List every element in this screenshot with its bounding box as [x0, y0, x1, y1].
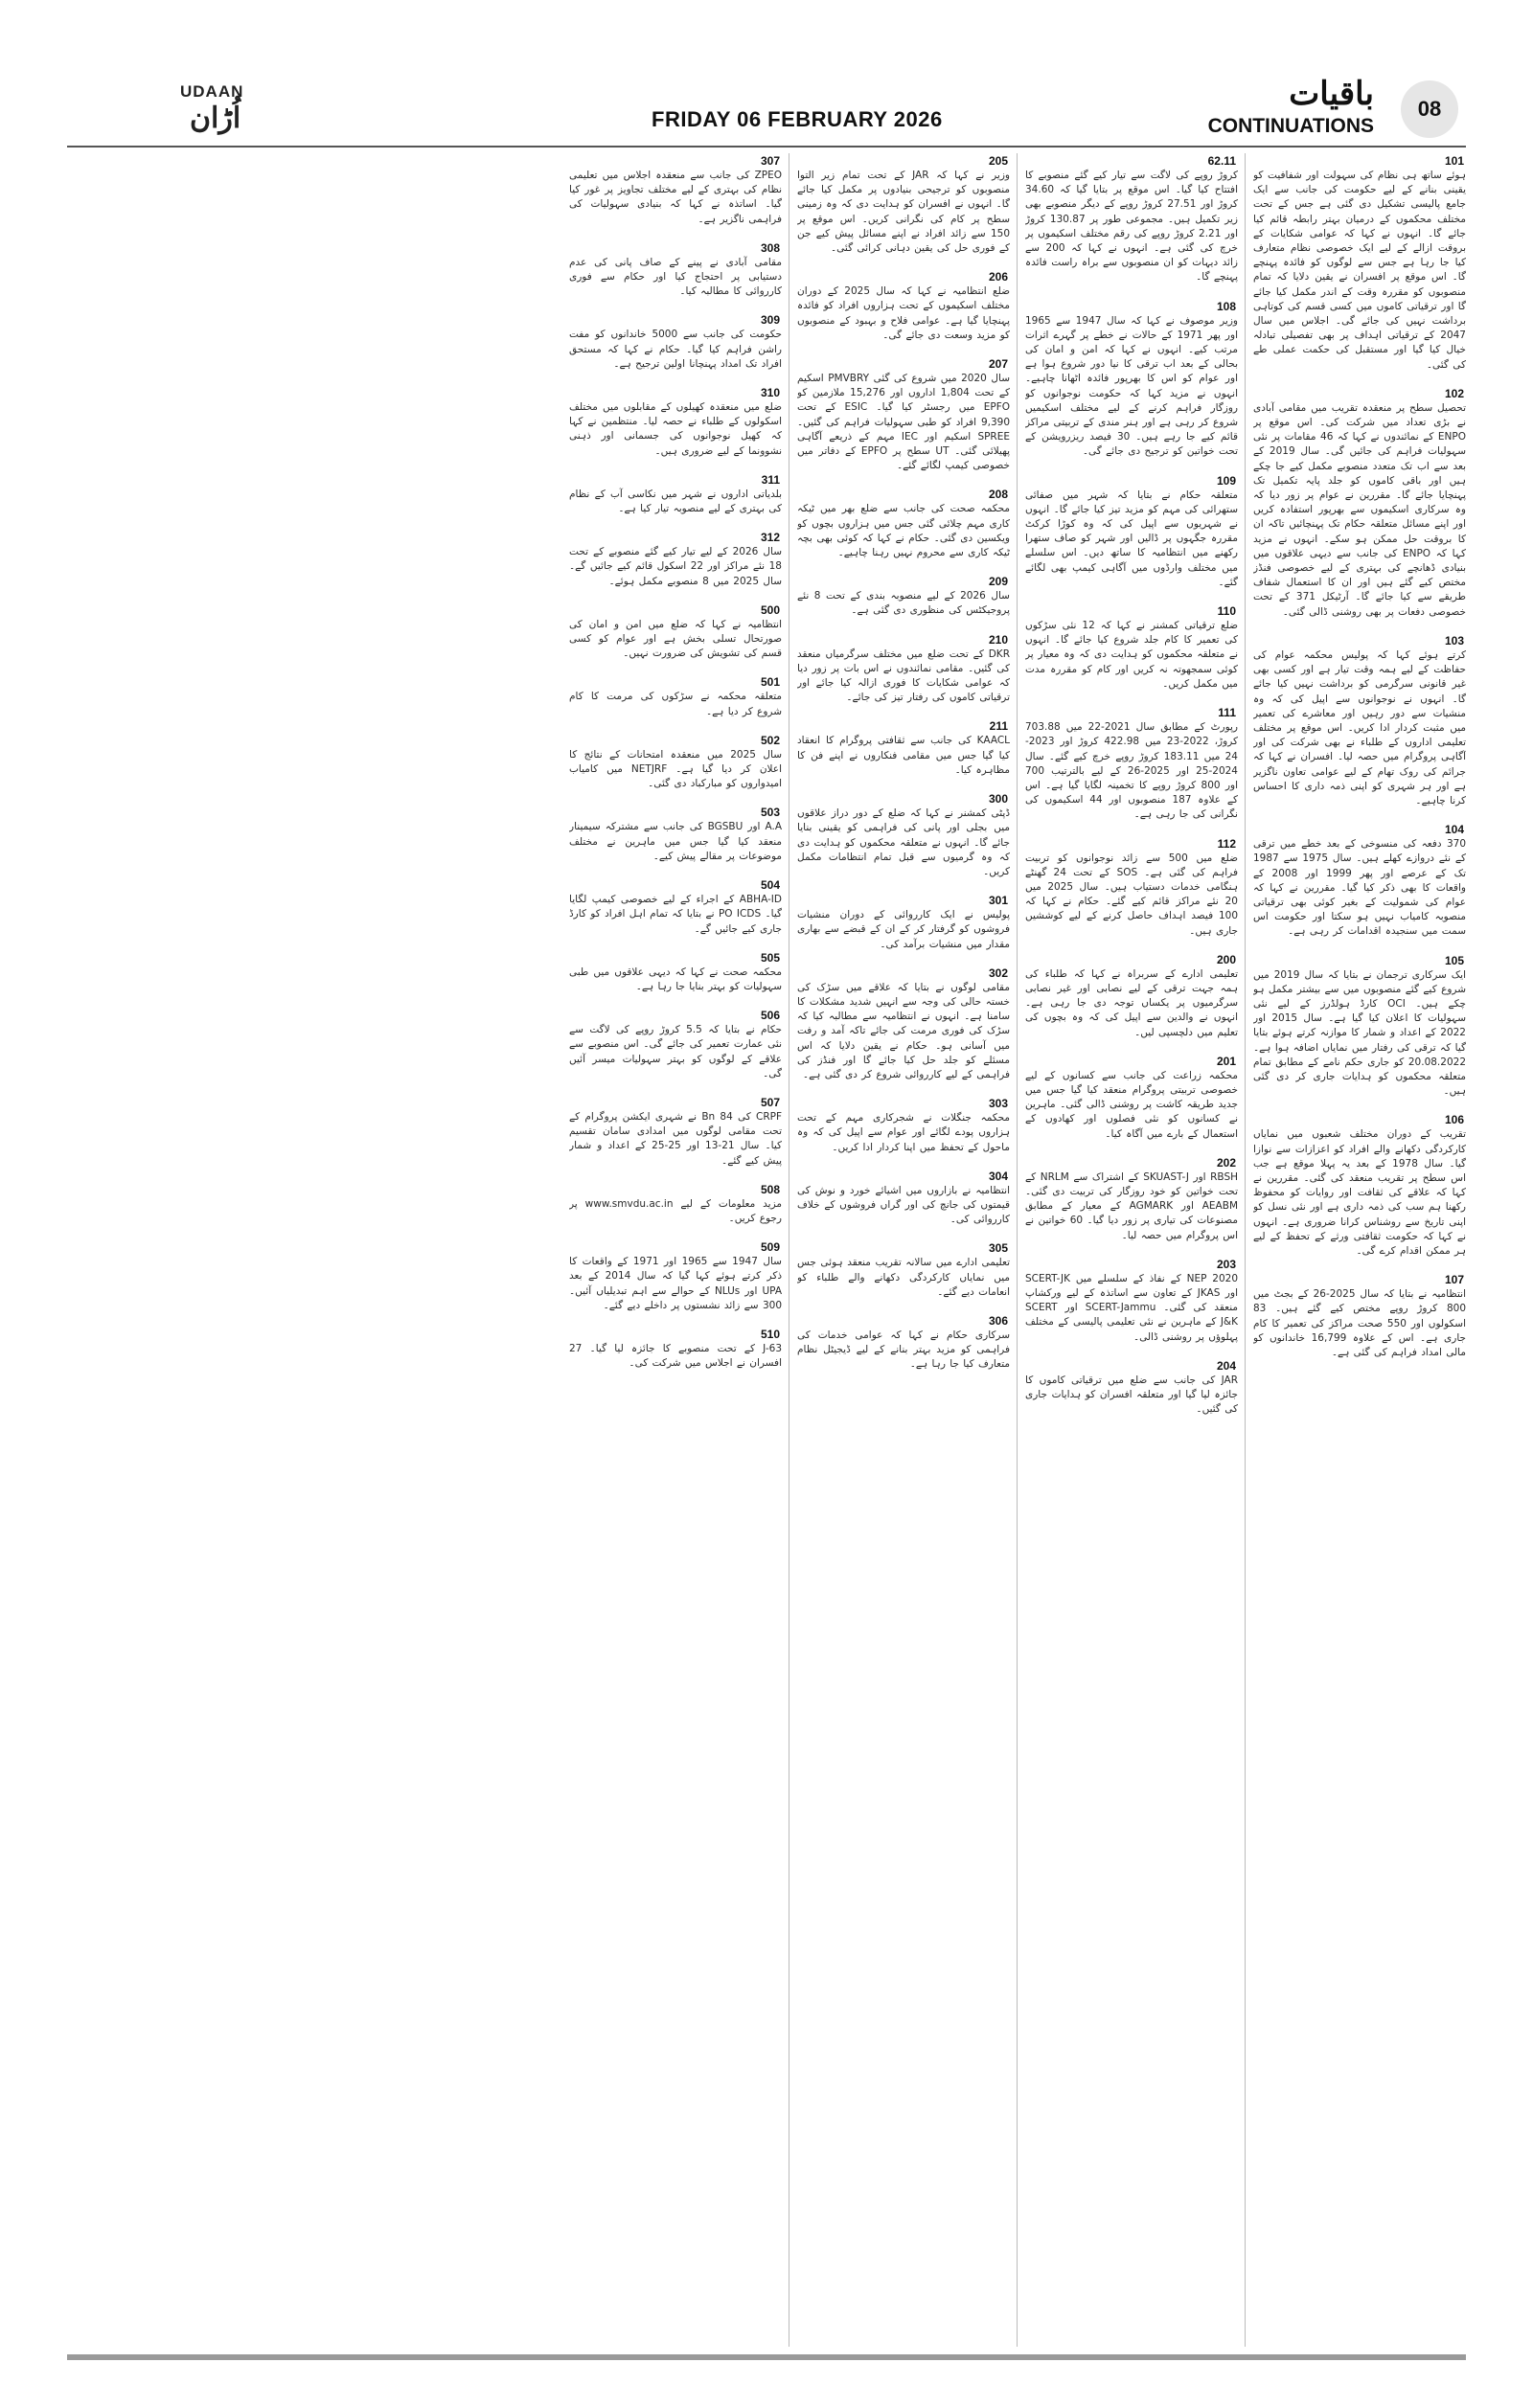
article-columns: [67, 153, 1466, 2347]
continuation-number: 105: [1444, 953, 1464, 967]
continuation-block: [1025, 836, 1238, 939]
continuation-number: 209: [988, 575, 1008, 589]
continuation-block: [1253, 386, 1466, 620]
continuation-number: 103: [1444, 633, 1464, 647]
continuation-block: [797, 574, 1010, 618]
continuation-text: مزید معلومات کے لیے www.smvdu.ac.in پر رجوع کریں۔: [569, 1197, 782, 1224]
continuation-text: 370 دفعہ کی منسوخی کے بعد خطے میں ترقی کے نئے دروازے کھلے ہیں۔ سال 1975 سے 1987 تک کے عرصے اور پھر 1999 اور 2008 کے واقعات کا بھی ذکر کیا گیا۔ مقررین نے کہا کہ عوام کی شمولیت کے بغیر کوئی بھی ترقیاتی منصوبہ کامیاب نہیں ہو سکتا اور حکومت اس سمت میں سنجیدہ اقدامات کر رہی ہے۔: [1253, 838, 1466, 938]
continuation-block: [569, 240, 782, 300]
continuation-text: ضلع میں 500 سے زائد نوجوانوں کو تربیت فراہم کی گئی ہے۔ SOS کے تحت 24 گھنٹے ہنگامی خدمات دستیاب ہیں۔ سال 2025 میں 20 نئے مراکز قائم کیے گئے۔ حکام نے کہا کہ 100 فیصد اہداف حاصل کرنے کے لیے کوششیں جاری ہیں۔: [1025, 852, 1238, 937]
continuation-number: 205: [988, 154, 1008, 168]
continuation-text: ہوئے ساتھ ہی نظام کی سہولت اور شفافیت کو یقینی بنانے کے لیے حکومت کی جانب سے ایک جامع پالیسی تشکیل دی گئی ہے جس کے تحت مختلف محکموں کے درمیان بہتر رابطہ قائم کیا جائے گا۔ انہوں نے کہا کہ عوامی شکایات کے بروقت ازالے کے لیے ایک خصوصی نظام متعارف کیا جا رہا ہے جس سے لوگوں کو فائدہ پہنچے گا۔ اس موقع پر افسران نے یقین دلایا کہ تمام منصوبوں کو مقررہ وقت کے اندر مکمل کیا جائے گا اور ترقیاتی کاموں میں کسی قسم کی کوتاہی برداشت نہیں کی جائے گی۔ اجلاس میں سال 2047 کے ترقیاتی اہداف پر بھی تفصیلی تبادلہ خیال کیا گیا اور مستقبل کی حکمت عملی طے کی گئی۔: [1253, 170, 1466, 371]
continuation-block: [569, 1239, 782, 1313]
continuation-text: مقامی آبادی نے پینے کے صاف پانی کی عدم دستیابی پر احتجاج کیا اور حکام سے فوری کارروائی کا مطالبہ کیا۔: [569, 256, 782, 298]
continuation-text: متعلقہ حکام نے بتایا کہ شہر میں صفائی ستھرائی کی مہم کو مزید تیز کیا جائے گا۔ انہوں نے شہریوں سے اپیل کی کہ وہ کوڑا کرکٹ مقررہ جگہوں پر ڈالیں اور شہر کو صاف ستھرا رکھنے میں انتظامیہ کا ساتھ دیں۔ اس سلسلے میں مختلف وارڈوں میں آگاہی کیمپ بھی لگائے گئے۔: [1025, 488, 1238, 588]
continuation-text: ABHA-ID کے اجراء کے لیے خصوصی کیمپ لگایا گیا۔ PO ICDS نے بتایا کہ تمام اہل افراد کو کارڈ جاری کیے جائیں گے۔: [569, 894, 782, 935]
continuation-number: 203: [1216, 1257, 1236, 1271]
continuation-text: پولیس نے ایک کارروائی کے دوران منشیات فروشوں کو گرفتار کر کے ان کے قبضے سے بھاری مقدار میں منشیات برآمد کی۔: [797, 909, 1010, 950]
continuation-text: ZPEO کی جانب سے منعقدہ اجلاس میں تعلیمی نظام کی بہتری کے لیے مختلف تجاویز پر غور کیا گیا۔ اساتذہ نے کہا کہ بنیادی سہولیات کی فراہمی ناگزیر ہے۔: [569, 170, 782, 225]
continuation-block: [569, 1095, 782, 1169]
continuation-block: [797, 1169, 1010, 1228]
continuation-block: [1025, 299, 1238, 460]
continuation-number: 62.11: [1207, 154, 1236, 168]
continuation-block: [569, 877, 782, 937]
continuation-block: [569, 674, 782, 718]
continuation-text: سال 2026 کے لیے تیار کیے گئے منصوبے کے تحت 18 نئے مراکز اور 22 اسکول قائم کیے جائیں گے۔ سال 2025 میں 8 منصوبے مکمل ہوئے۔: [569, 546, 782, 587]
continuation-text: ضلع انتظامیہ نے کہا کہ سال 2025 کے دوران مختلف اسکیموں کے تحت ہزاروں افراد کو فائدہ پہنچایا گیا ہے۔ عوامی فلاح و بہبود کے منصوبوں کو مزید وسعت دی جائے گی۔: [797, 285, 1010, 341]
continuation-block: [797, 487, 1010, 560]
continuation-number: 204: [1216, 1358, 1236, 1373]
brand-logo: [134, 67, 249, 144]
footer-rule: [67, 2354, 1466, 2360]
continuation-block: [797, 1313, 1010, 1373]
continuation-text: انتظامیہ نے کہا کہ ضلع میں امن و امان کی صورتحال تسلی بخش ہے اور عوام کو کسی قسم کی تشویش کی ضرورت نہیں۔: [569, 618, 782, 660]
brand-name-urdu: اُڑان: [190, 102, 241, 135]
continuation-number: 201: [1216, 1054, 1236, 1068]
continuation-text: CRPF کی 84 Bn نے شہری ایکشن پروگرام کے تحت مقامی لوگوں میں امدادی سامان تقسیم کیا۔ سال 21-13 اور 25-25 کے اعداد و شمار پیش کیے گئے۔: [569, 1110, 782, 1167]
continuation-number: 101: [1444, 154, 1464, 168]
column-2: [1025, 153, 1238, 2347]
column-1: [1253, 153, 1466, 2347]
continuation-number: 310: [760, 386, 780, 400]
issue-date: FRIDAY 06 FEBRUARY 2026: [652, 107, 943, 131]
section-title-urdu: باقیات: [1289, 75, 1374, 113]
continuation-number: 106: [1444, 1113, 1464, 1127]
continuation-block: [1025, 705, 1238, 822]
continuation-block: [797, 356, 1010, 473]
continuation-text: سال 2026 کے لیے منصوبہ بندی کے تحت 8 نئے پروجیکٹس کی منظوری دی گئی ہے۔: [797, 590, 1010, 617]
continuation-number: 210: [988, 632, 1008, 647]
continuation-text: سال 2020 میں شروع کی گئی PMVBRY اسکیم کے تحت 1,804 اداروں اور 15,276 ملازمین کو EPFO میں رجسٹر کیا گیا۔ ESIC کے تحت 9,390 افراد کو طبی سہولیات فراہم کی گئیں۔ SPREE اسکیم اور IEC مہم کے ذریعے آگاہی پھیلائی گئی۔ UT سطح پر EPFO کے دفاتر میں خصوصی کیمپ لگائے گئے۔: [797, 373, 1010, 472]
continuation-text: مقامی لوگوں نے بتایا کہ علاقے میں سڑک کی خستہ حالی کی وجہ سے انہیں شدید مشکلات کا سامنا ہے۔ انہوں نے انتظامیہ سے مطالبہ کیا کہ سڑک کی فوری مرمت کی جائے تاکہ آمد و رفت میں آسانی ہو۔ حکام نے یقین دلایا کہ اس مسئلے کو جلد حل کیا جائے گا اور فنڈز کی فراہمی کے لیے کارروائی شروع کر دی گئی ہے۔: [797, 981, 1010, 1080]
continuation-block: [1025, 1257, 1238, 1345]
continuation-number: 307: [760, 154, 780, 168]
continuation-block: [1025, 603, 1238, 692]
continuation-text: رپورٹ کے مطابق سال 2021-22 میں 703.88 کروڑ، 2022-23 میں 422.98 کروڑ اور 2023-24 میں 183.11 کروڑ روپے خرچ کیے گئے۔ سال 2024-25 اور 2025-26 کے لیے بالترتیب 700 اور 800 کروڑ روپے کا تخمینہ لگایا گیا ہے۔ اس کے علاوہ 187 منصوبوں اور 44 اسکیموں کی نگرانی کی جا رہی ہے۔: [1025, 721, 1238, 821]
continuation-block: [797, 893, 1010, 952]
continuation-block: [569, 950, 782, 994]
continuation-text: JAR کی جانب سے ضلع میں ترقیاتی کاموں کا جائزہ لیا گیا اور متعلقہ افسران کو ہدایات جاری کی گئیں۔: [1025, 1374, 1238, 1416]
continuation-text: J-63 کے تحت منصوبے کا جائزہ لیا گیا۔ 27 افسران نے اجلاس میں شرکت کی۔: [569, 1342, 782, 1370]
continuation-number: 502: [760, 733, 780, 747]
continuation-text: انتظامیہ نے بتایا کہ سال 2025-26 کے بجٹ میں 800 کروڑ روپے مختص کیے گئے ہیں۔ 83 اسکولوں اور 550 صحت مراکز کی تعمیر کا کام جاری ہے۔ اس کے علاوہ 16,799 خاندانوں کو مالی امداد فراہم کی گئی ہے۔: [1253, 1288, 1466, 1359]
continuation-number: 107: [1444, 1273, 1464, 1287]
continuation-number: 110: [1217, 604, 1236, 619]
continuation-text: ڈپٹی کمشنر نے کہا کہ ضلع کے دور دراز علاقوں میں بجلی اور پانی کی فراہمی کو یقینی بنایا جائے گا۔ انہوں نے متعلقہ محکموں کو ہدایت دی کہ وہ گرمیوں سے قبل تمام انتظامات مکمل کریں۔: [797, 807, 1010, 877]
column-3: [797, 153, 1010, 2347]
continuation-block: [797, 153, 1010, 256]
continuation-text: محکمہ جنگلات نے شجرکاری مہم کے تحت ہزاروں پودے لگائے اور عوام سے اپیل کی کہ وہ ماحول کے تحفظ میں اپنا کردار ادا کریں۔: [797, 1112, 1010, 1153]
continuation-block: [1253, 822, 1466, 939]
continuation-number: 510: [760, 1327, 780, 1341]
continuation-block: [797, 1240, 1010, 1300]
continuation-block: [797, 718, 1010, 778]
continuation-block: [1025, 1054, 1238, 1142]
continuation-text: متعلقہ محکمہ نے سڑکوں کی مرمت کا کام شروع کر دیا ہے۔: [569, 691, 782, 717]
continuation-number: 304: [988, 1169, 1008, 1183]
continuation-block: [569, 385, 782, 459]
continuation-text: NEP 2020 کے نفاذ کے سلسلے میں SCERT-JK اور JKAS کے تعاون سے اساتذہ کے لیے ورکشاپ منعقد کی گئی۔ SCERT-Jammu اور SCERT J&K کے ماہرین نے نئی تعلیمی پالیسی کے مختلف پہلوؤں پر روشنی ڈالی۔: [1025, 1272, 1238, 1343]
column-4: [569, 153, 782, 2347]
continuation-number: 306: [988, 1313, 1008, 1328]
column-divider: [1245, 153, 1246, 2347]
continuation-number: 111: [1218, 706, 1236, 720]
continuation-text: سال 1947 سے 1965 اور 1971 کے واقعات کا ذکر کرتے ہوئے کہا گیا کہ سال 2014 کے بعد UPA اور NLUs کے حوالے سے اہم تبدیلیاں آئیں۔ 300 سے زائد نشستوں پر داخلے دیے گئے۔: [569, 1256, 782, 1311]
continuation-text: تقریب کے دوران مختلف شعبوں میں نمایاں کارکردگی دکھانے والے افراد کو اعزازات سے نوازا گیا۔ سال 1978 کے بعد یہ پہلا موقع ہے جب اس سطح پر تقریب منعقد کی گئی۔ مقررین نے کہا کہ علاقے کی ثقافت اور روایات کو محفوظ رکھنا ہم سب کی ذمہ داری ہے اور نئی نسل کو اپنی تاریخ سے روشناس کرانا ضروری ہے۔ انہوں نے کہا کہ حکومت ثقافتی ورثے کے تحفظ کے لیے ہر ممکن اقدام کرے گی۔: [1253, 1128, 1466, 1257]
continuation-number: 211: [989, 719, 1008, 734]
continuation-text: حکام نے بتایا کہ 5.5 کروڑ روپے کی لاگت سے نئی عمارت تعمیر کی جائے گی۔ اس منصوبے سے علاقے کے لوگوں کو بہتر سہولیات میسر آئیں گی۔: [569, 1024, 782, 1079]
continuation-block: [569, 733, 782, 792]
continuation-block: [569, 1182, 782, 1226]
continuation-number: 507: [760, 1095, 780, 1109]
continuation-number: 312: [760, 531, 780, 545]
continuation-number: 200: [1216, 952, 1236, 966]
continuation-text: کروڑ روپے کی لاگت سے تیار کیے گئے منصوبے کا افتتاح کیا گیا۔ اس موقع پر بتایا گیا کہ 34.60 کروڑ اور 27.51 کروڑ روپے کے دیگر منصوبے بھی زیر تکمیل ہیں۔ مجموعی طور پر 130.87 کروڑ اور 2.21 کروڑ روپے کی رقم مختلف اسکیموں پر خرچ کی گئی ہے۔ انہوں نے کہا کہ 200 سے زائد دیہات کو ان منصوبوں سے براہ راست فائدہ پہنچے گا۔: [1025, 170, 1238, 284]
continuation-block: [1025, 1155, 1238, 1243]
continuation-block: [797, 1096, 1010, 1155]
continuation-block: [797, 269, 1010, 343]
continuation-number: 302: [988, 965, 1008, 980]
continuation-number: 308: [760, 240, 780, 255]
continuation-text: بلدیاتی اداروں نے شہر میں نکاسی آب کے نظام کی بہتری کے لیے منصوبہ تیار کیا ہے۔: [569, 488, 782, 515]
section-title: CONTINUATIONS: [1207, 115, 1374, 137]
continuation-block: [569, 1327, 782, 1371]
continuation-text: ضلع ترقیاتی کمشنر نے کہا کہ 12 نئی سڑکوں کی تعمیر کا کام جلد شروع کیا جائے گا۔ انہوں نے متعلقہ محکموں کو ہدایت دی کہ وہ معیار پر کوئی سمجھوتہ نہ کریں اور کام کو مقررہ مدت میں مکمل کریں۔: [1025, 620, 1238, 690]
continuation-number: 301: [988, 894, 1008, 908]
continuation-number: 112: [1217, 836, 1236, 851]
continuation-block: [1253, 153, 1466, 373]
continuation-block: [1253, 1272, 1466, 1360]
continuation-block: [1025, 1358, 1238, 1418]
continuation-block: [569, 602, 782, 662]
continuation-block: [797, 965, 1010, 1082]
continuation-block: [1025, 153, 1238, 285]
continuation-number: 505: [760, 950, 780, 965]
continuation-block: [569, 1008, 782, 1081]
continuation-block: [1253, 1112, 1466, 1259]
continuation-text: تحصیل سطح پر منعقدہ تقریب میں مقامی آبادی نے بڑی تعداد میں شرکت کی۔ اس موقع پر ENPO کے نمائندوں نے کہا کہ 46 مقامات پر نئی سہولیات فراہم کی جائیں گی۔ سال 2019 کے بعد سے اب تک متعدد منصوبے مکمل کیے جا چکے ہیں اور باقی کاموں کو جلد پایہ تکمیل تک پہنچایا جائے گا۔ مقررین نے عوام پر زور دیا کہ وہ سرکاری اسکیموں سے بھرپور استفادہ کریں اور اپنے مسائل متعلقہ حکام تک پہنچائیں تاکہ ان کا بروقت حل ممکن ہو سکے۔ انہوں نے مزید کہا کہ ENPO کی جانب سے دیہی علاقوں میں بنیادی ڈھانچے کی بہتری کے لیے خصوصی فنڈز مختص کیے گئے ہیں اور ان کا استعمال شفاف طریقے سے کیا جائے گا۔ آرٹیکل 371 کے تحت خصوصی دفعات پر بھی روشنی ڈالی گئی۔: [1253, 401, 1466, 618]
continuation-number: 202: [1216, 1155, 1236, 1170]
continuation-text: محکمہ صحت نے کہا کہ دیہی علاقوں میں طبی سہولیات کو بہتر بنایا جا رہا ہے۔: [569, 965, 782, 992]
continuation-number: 208: [988, 488, 1008, 502]
continuation-block: [569, 153, 782, 227]
continuation-text: حکومت کی جانب سے 5000 خاندانوں کو مفت راشن فراہم کیا گیا۔ حکام نے کہا کہ مستحق افراد تک امداد پہنچانا اولین ترجیح ہے۔: [569, 329, 782, 370]
continuation-number: 109: [1216, 473, 1236, 488]
continuation-block: [797, 791, 1010, 879]
continuation-text: ضلع میں منعقدہ کھیلوں کے مقابلوں میں مختلف اسکولوں کے طلباء نے حصہ لیا۔ منتظمین نے کہا کہ کھیل نوجوانوں کی جسمانی اور ذہنی نشوونما کے لیے ضروری ہیں۔: [569, 401, 782, 457]
continuation-number: 300: [988, 792, 1008, 806]
section-header: [1178, 67, 1466, 144]
continuation-block: [1253, 953, 1466, 1100]
continuation-number: 303: [988, 1097, 1008, 1111]
continuation-number: 309: [760, 313, 780, 328]
continuation-block: [569, 312, 782, 372]
continuation-number: 108: [1216, 299, 1236, 313]
continuation-number: 104: [1444, 823, 1464, 837]
continuation-number: 305: [988, 1241, 1008, 1256]
continuation-text: RBSH اور SKUAST-J کے اشتراک سے NRLM کے تحت خواتین کو خود روزگار کی تربیت دی گئی۔ AEABM اور AGMARK کے معیار کے مطابق مصنوعات کی تیاری پر زور دیا گیا۔ 60 خواتین نے اس پروگرام میں حصہ لیا۔: [1025, 1170, 1238, 1241]
continuation-text: A.A اور BGSBU کی جانب سے مشترکہ سیمینار منعقد کیا گیا جس میں ماہرین نے مختلف موضوعات پر مقالے پیش کیے۔: [569, 821, 782, 862]
page-number: 08: [1401, 80, 1458, 138]
continuation-number: 206: [988, 270, 1008, 284]
continuation-block: [569, 472, 782, 516]
column-divider: [1017, 153, 1018, 2347]
continuation-text: تعلیمی ادارے کے سربراہ نے کہا کہ طلباء کی ہمہ جہت ترقی کے لیے نصابی اور غیر نصابی سرگرمیوں پر یکساں توجہ دی جا رہی ہے۔ انہوں نے والدین سے اپیل کی کہ وہ بچوں کی تعلیم میں دلچسپی لیں۔: [1025, 967, 1238, 1038]
continuation-number: 500: [760, 602, 780, 617]
continuation-number: 207: [988, 357, 1008, 372]
continuation-text: انتظامیہ نے بازاروں میں اشیائے خورد و نوش کی قیمتوں کی جانچ کی اور گراں فروشوں کے خلاف کارروائی کی۔: [797, 1184, 1010, 1226]
continuation-number: 506: [760, 1009, 780, 1023]
continuation-text: ایک سرکاری ترجمان نے بتایا کہ سال 2019 میں شروع کیے گئے منصوبوں میں سے بیشتر مکمل ہو چکے ہیں۔ OCI کارڈ ہولڈرز کے لیے نئی سہولیات کا اعلان کیا گیا ہے۔ سال 2015 اور 2022 کے اعداد و شمار کا موازنہ کرتے ہوئے بتایا گیا کہ ترقی کی رفتار میں نمایاں اضافہ ہوا ہے۔ 20.08.2022 کو جاری حکم نامے کے مطابق تمام متعلقہ محکموں کو ہدایات جاری کر دی گئی ہیں۔: [1253, 968, 1466, 1098]
continuation-number: 311: [761, 472, 780, 487]
brand-name: UDAAN: [180, 82, 244, 101]
continuation-number: 509: [760, 1240, 780, 1255]
continuation-number: 503: [760, 806, 780, 820]
continuation-number: 501: [760, 675, 780, 690]
continuation-text: سرکاری حکام نے کہا کہ عوامی خدمات کی فراہمی کو مزید بہتر بنانے کے لیے ڈیجیٹل نظام متعارف کیا جا رہا ہے۔: [797, 1329, 1010, 1371]
continuation-text: وزیر موصوف نے کہا کہ سال 1947 سے 1965 اور پھر 1971 کے حالات نے خطے پر گہرے اثرات مرتب کیے۔ انہوں نے کہا کہ امن و امان کی بحالی کے بعد اب ترقی کا نیا دور شروع ہوا ہے اور عوام کو اس کا بھرپور فائدہ اٹھانا چاہیے۔ انہوں نے مزید کہا کہ حکومت نوجوانوں کو روزگار فراہم کرنے کے لیے مختلف اسکیمیں شروع کر رہی ہے اور ہنر مندی کے تربیتی مراکز قائم کیے جا رہے ہیں۔ 30 فیصد ریزرویشن کے تحت خواتین کو ترجیح دی جائے گی۔: [1025, 314, 1238, 458]
continuation-number: 504: [760, 878, 780, 893]
continuation-text: KAACL کی جانب سے ثقافتی پروگرام کا انعقاد کیا گیا جس میں مقامی فنکاروں نے اپنے فن کا مظاہرہ کیا۔: [797, 735, 1010, 776]
masthead: [67, 67, 1466, 144]
continuation-text: محکمہ زراعت کی جانب سے کسانوں کے لیے خصوصی تربیتی پروگرام منعقد کیا گیا جس میں جدید طریقہ کاشت پر روشنی ڈالی گئی۔ ماہرین نے کسانوں کو نئی فصلوں اور کھادوں کے استعمال کے بارے میں آگاہ کیا۔: [1025, 1069, 1238, 1140]
continuation-text: محکمہ صحت کی جانب سے ضلع بھر میں ٹیکہ کاری مہم چلائی گئی جس میں ہزاروں بچوں کو ویکسین دی گئی۔ حکام نے کہا کہ کوئی بھی بچہ ٹیکہ کاری سے محروم نہیں رہنا چاہیے۔: [797, 503, 1010, 559]
continuation-block: [569, 530, 782, 589]
continuation-text: تعلیمی ادارے میں سالانہ تقریب منعقد ہوئی جس میں نمایاں کارکردگی دکھانے والے طلباء کو انعامات دیے گئے۔: [797, 1257, 1010, 1298]
continuation-number: 102: [1444, 386, 1464, 400]
continuation-block: [1025, 473, 1238, 590]
continuation-text: وزیر نے کہا کہ JAR کے تحت تمام زیر التوا منصوبوں کو ترجیحی بنیادوں پر مکمل کیا جائے گا۔ انہوں نے افسران کو ہدایت دی کہ وہ زمینی سطح پر کام کی نگرانی کریں۔ اس موقع پر 150 سے زائد افراد نے اپنے مسائل پیش کیے جن کے فوری حل کی یقین دہانی کرائی گئی۔: [797, 170, 1010, 255]
continuation-block: [1253, 633, 1466, 808]
continuation-text: کرتے ہوئے کہا کہ پولیس محکمہ عوام کی حفاظت کے لیے ہمہ وقت تیار ہے اور کسی بھی غیر قانونی سرگرمی کو برداشت نہیں کیا جائے گا۔ انہوں نے نوجوانوں سے اپیل کی کہ وہ منشیات سے دور رہیں اور معاشرے کی تعمیر میں مثبت کردار ادا کریں۔ اس موقع پر مختلف تعلیمی اداروں کے طلباء نے بھی شرکت کی اور آگاہی پروگرام میں حصہ لیا۔ افسران نے کہا کہ جرائم کی روک تھام کے لیے عوامی تعاون ناگزیر ہے اور ہر شہری کو اپنی ذمہ داری کا احساس کرنا چاہیے۔: [1253, 648, 1466, 806]
continuation-block: [797, 632, 1010, 706]
header-divider: [67, 146, 1466, 148]
continuation-text: سال 2025 میں منعقدہ امتحانات کے نتائج کا اعلان کر دیا گیا ہے۔ NETJRF میں کامیاب امیدواروں کو مبارکباد دی گئی۔: [569, 748, 782, 790]
continuation-block: [569, 805, 782, 864]
continuation-number: 508: [760, 1182, 780, 1196]
continuation-text: DKR کے تحت ضلع میں مختلف سرگرمیاں منعقد کی گئیں۔ مقامی نمائندوں نے اس بات پر زور دیا کہ عوامی شکایات کا فوری ازالہ کیا جائے اور ترقیاتی کاموں کی رفتار تیز کی جائے۔: [797, 647, 1010, 704]
continuation-block: [1025, 952, 1238, 1040]
